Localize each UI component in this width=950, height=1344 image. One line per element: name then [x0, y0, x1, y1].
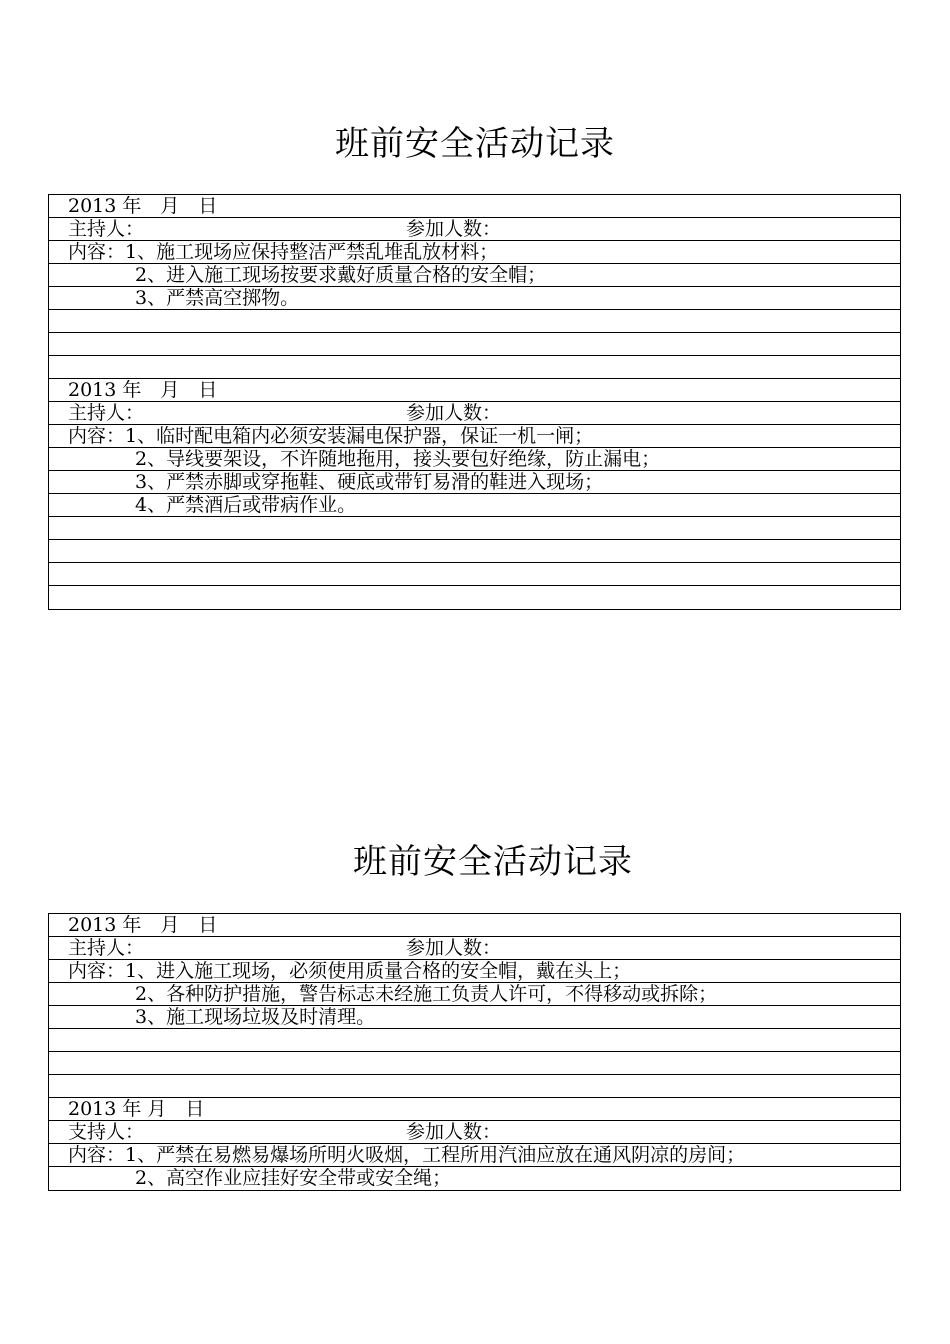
attendee-count-label: 参加人数： [406, 218, 502, 240]
host-row [49, 218, 900, 241]
content-row [49, 264, 900, 287]
activity-record-table [48, 194, 901, 610]
blank-row [49, 310, 900, 333]
blank-row [49, 517, 900, 540]
blank-row [49, 1029, 900, 1052]
date-row [49, 1098, 900, 1121]
blank-row [49, 333, 900, 356]
blank-row [49, 356, 900, 379]
content-row [49, 448, 900, 471]
host-row [49, 937, 900, 960]
host-row [49, 1121, 900, 1144]
date-label: 2013 年 月 日 [68, 195, 218, 217]
attendee-count-label: 参加人数： [406, 937, 502, 959]
content-row [49, 241, 900, 264]
content-item: 3、严禁高空掷物。 [135, 287, 300, 309]
content-item: 4、严禁酒后或带病作业。 [135, 494, 357, 516]
date-row [49, 914, 900, 937]
host-row [49, 402, 900, 425]
content-item: 2、高空作业应挂好安全带或安全绳； [135, 1167, 452, 1189]
content-row [49, 1006, 900, 1029]
attendee-count-label: 参加人数： [406, 402, 502, 424]
content-item: 内容：1、严禁在易燃易爆场所明火吸烟，工程所用汽油应放在通风阴凉的房间； [68, 1144, 746, 1166]
content-row [49, 287, 900, 310]
blank-row [49, 1075, 900, 1098]
content-row [49, 471, 900, 494]
content-row [49, 494, 900, 517]
blank-row [49, 540, 900, 563]
blank-row [49, 563, 900, 586]
host-label: 支持人： [68, 1121, 145, 1143]
content-item: 3、严禁赤脚或穿拖鞋、硬底或带钉易滑的鞋进入现场； [135, 471, 604, 493]
date-row [49, 379, 900, 402]
date-label: 2013 年 月 日 [68, 1098, 205, 1120]
content-row [49, 1167, 900, 1190]
date-row [49, 195, 900, 218]
content-row [49, 425, 900, 448]
date-label: 2013 年 月 日 [68, 914, 218, 936]
content-item: 内容：1、进入施工现场，必须使用质量合格的安全帽，戴在头上； [68, 960, 632, 982]
content-item: 2、导线要架设，不许随地拖用，接头要包好绝缘，防止漏电； [135, 448, 661, 470]
blank-row [49, 1052, 900, 1075]
content-item: 2、各种防护措施，警告标志未经施工负责人许可，不得移动或拆除； [135, 983, 718, 1005]
host-label: 主持人： [68, 402, 145, 424]
host-label: 主持人： [68, 218, 145, 240]
activity-record-table [48, 913, 901, 1191]
content-item: 2、进入施工现场按要求戴好质量合格的安全帽； [135, 264, 547, 286]
page-title: 班前安全活动记录 [353, 842, 633, 882]
content-row [49, 960, 900, 983]
date-label: 2013 年 月 日 [68, 379, 218, 401]
content-row [49, 983, 900, 1006]
page-title: 班前安全活动记录 [335, 124, 615, 164]
content-row [49, 1144, 900, 1167]
content-item: 3、施工现场垃圾及时清理。 [135, 1006, 376, 1028]
attendee-count-label: 参加人数： [406, 1121, 502, 1143]
content-item: 内容：1、临时配电箱内必须安装漏电保护器，保证一机一闸； [68, 425, 594, 447]
content-item: 内容：1、施工现场应保持整洁严禁乱堆乱放材料； [68, 241, 499, 263]
host-label: 主持人： [68, 937, 145, 959]
blank-row [49, 586, 900, 609]
